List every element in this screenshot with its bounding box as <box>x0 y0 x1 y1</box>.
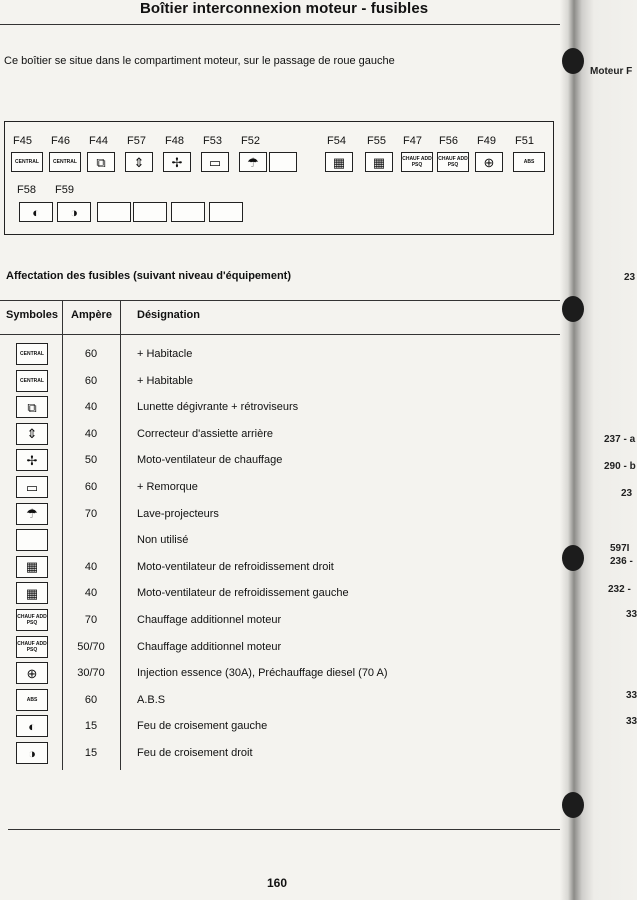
icon-glyph <box>17 530 47 550</box>
fuse-amperage: 50/70 <box>77 640 105 653</box>
icon-glyph: ⊕ <box>26 665 38 681</box>
title-divider <box>0 24 560 25</box>
icon-glyph <box>172 203 204 221</box>
icon-label: CHAUF ADD PSQ <box>402 156 432 168</box>
binder-ring <box>562 792 584 818</box>
abs-icon <box>513 152 545 172</box>
icon-glyph: ▦ <box>25 559 39 575</box>
spine-label: 23 <box>624 272 636 283</box>
icon-label: CHAUF ADD PSQ <box>17 614 47 626</box>
chauf-add-icon <box>401 152 433 172</box>
icon-glyph: ⊕ <box>483 154 495 170</box>
low-beam-left-icon <box>16 715 48 737</box>
fuse-amperage: 60 <box>84 374 98 387</box>
fuse-amperage: 30/70 <box>77 667 105 680</box>
fuse-label: F46 <box>51 135 70 147</box>
spine-label: 23 <box>621 488 633 499</box>
binder-ring <box>562 48 584 74</box>
fuse-designation: Non utilisé <box>137 534 189 547</box>
fuse-label: F59 <box>55 184 74 196</box>
fuse-amperage: 15 <box>84 720 98 733</box>
binder-spine <box>560 0 637 900</box>
fuse-label: F44 <box>89 135 108 147</box>
icon-glyph: ◐ <box>28 718 36 734</box>
fuse-label: F47 <box>403 135 422 147</box>
footer-divider <box>8 829 564 830</box>
spine-label: 597I <box>610 543 630 554</box>
low-beam-right-icon <box>57 202 91 222</box>
icon-glyph: ✢ <box>171 154 183 170</box>
fuse-label: F51 <box>515 135 534 147</box>
fuse-amperage: 60 <box>84 348 98 360</box>
fuse-label: F48 <box>165 135 184 147</box>
icon-glyph: ⧉ <box>27 399 37 415</box>
fuse-designation: Moto-ventilateur de chauffage <box>137 454 283 467</box>
icon-label: ABS <box>26 696 38 703</box>
radiator-fan-left-icon <box>16 582 48 604</box>
fuse-amperage: 60 <box>84 693 98 706</box>
fuse-label: F56 <box>439 135 458 147</box>
injection-icon <box>16 662 48 684</box>
fuse-label: F55 <box>367 135 386 147</box>
page-title: Boîtier interconnexion moteur - fusibles <box>140 0 429 17</box>
fuse-designation: Lunette dégivrante + rétroviseurs <box>137 401 299 414</box>
headlamp-level-icon <box>125 152 153 172</box>
central-icon <box>16 343 48 365</box>
fuse-designation: Feu de croisement gauche <box>137 720 268 733</box>
fuse-amperage: 50 <box>84 454 98 467</box>
spine-label: 33 <box>626 609 637 620</box>
central-icon <box>11 152 43 172</box>
spine-label: 236 - <box>610 556 633 567</box>
injection-icon <box>475 152 503 172</box>
icon-glyph: ▦ <box>372 154 386 170</box>
icon-glyph: ◐ <box>32 204 40 220</box>
icon-glyph: ☂ <box>26 506 38 522</box>
fuse-label: F52 <box>241 135 260 147</box>
fuse-label: F45 <box>13 135 32 147</box>
fuse-designation: A.B.S <box>137 693 166 706</box>
empty-slot <box>171 202 205 222</box>
icon-glyph: ▭ <box>208 154 222 170</box>
section-title: Affectation des fusibles (suivant niveau d'équipement) <box>6 270 291 282</box>
icon-glyph: ⧉ <box>96 154 106 170</box>
headlamp-washer-icon <box>239 152 267 172</box>
icon-label: CHAUF ADD PSQ <box>438 156 468 168</box>
radiator-fan-right-icon <box>325 152 353 172</box>
icon-label: CENTRAL <box>15 159 39 165</box>
empty-slot <box>97 202 131 222</box>
fuse-amperage: 40 <box>84 560 98 573</box>
icon-label: CHAUF ADD PSQ <box>17 640 47 653</box>
icon-glyph: ▭ <box>25 479 39 495</box>
rear-defrost-icon <box>87 152 115 172</box>
radiator-fan-left-icon <box>365 152 393 172</box>
binder-ring <box>562 545 584 571</box>
rear-defrost-icon <box>16 396 48 418</box>
fuse-designation: + Habitable <box>137 374 193 387</box>
fuse-amperage: 70 <box>84 507 98 520</box>
low-beam-right-icon <box>16 742 48 764</box>
spine-label: 232 - <box>608 584 631 595</box>
fuse-amperage: 40 <box>84 427 98 440</box>
icon-glyph: ▦ <box>25 585 39 601</box>
icon-glyph <box>98 203 130 221</box>
radiator-fan-right-icon <box>16 556 48 578</box>
fuse-label: F57 <box>127 135 146 147</box>
fuse-designation: Chauffage additionnel moteur <box>137 640 282 653</box>
icon-glyph <box>210 203 242 221</box>
fuse-designation: + Habitacle <box>137 348 193 360</box>
icon-glyph: ⇕ <box>133 154 145 170</box>
fuse-amperage: 70 <box>84 614 98 626</box>
icon-glyph: ☂ <box>247 154 259 170</box>
spine-label: 237 - a <box>604 434 636 445</box>
spine-label: 33 <box>626 716 637 727</box>
header-designation: Désignation <box>137 309 200 321</box>
icon-label: ABS <box>523 159 535 165</box>
central-plug-icon <box>49 152 81 172</box>
low-beam-left-icon <box>19 202 53 222</box>
fuse-designation: Chauffage additionnel moteur <box>137 614 282 626</box>
fan-icon <box>163 152 191 172</box>
intro-text: Ce boîtier se situe dans le compartiment moteur, sur le passage de roue gauche <box>4 55 395 67</box>
central-plug-icon <box>16 370 48 392</box>
empty-slot <box>16 529 48 551</box>
fuse-designation: Feu de croisement droit <box>137 747 253 759</box>
abs-icon <box>16 689 48 711</box>
fuse-box-diagram <box>4 121 554 235</box>
fuse-designation: Injection essence (30A), Préchauffage diesel (70 A) <box>137 667 388 680</box>
empty-slot <box>133 202 167 222</box>
fuse-label: F58 <box>17 184 36 196</box>
fuse-label: F54 <box>327 135 346 147</box>
fan-icon <box>16 449 48 471</box>
icon-glyph: ◑ <box>70 204 78 220</box>
empty-slot <box>209 202 243 222</box>
header-amp: Ampère <box>71 309 112 321</box>
fuse-designation: Moto-ventilateur de refroidissement gauche <box>137 587 349 600</box>
spine-label: 33 <box>626 690 637 701</box>
table-header-rule <box>0 334 560 335</box>
icon-glyph: ⇕ <box>26 426 38 442</box>
icon-label: CENTRAL <box>20 377 44 384</box>
fuse-amperage: 60 <box>84 481 98 493</box>
icon-glyph <box>134 203 166 221</box>
icon-glyph: ▦ <box>332 154 346 170</box>
fuse-designation: + Remorque <box>137 481 198 493</box>
trailer-icon <box>201 152 229 172</box>
page-number: 160 <box>267 876 288 890</box>
icon-label: CENTRAL <box>53 159 77 165</box>
fuse-label: F53 <box>203 135 222 147</box>
fuse-amperage: 15 <box>84 747 98 759</box>
binder-ring <box>562 296 584 322</box>
fuse-designation: Lave-projecteurs <box>137 507 219 520</box>
chauf-add-icon <box>16 609 48 631</box>
icon-label: CENTRAL <box>20 351 44 357</box>
spine-label: 290 - b <box>604 461 636 472</box>
fuse-designation: Correcteur d'assiette arrière <box>137 427 273 440</box>
fuse-label: F49 <box>477 135 496 147</box>
fuse-amperage: 40 <box>84 587 98 600</box>
spine-heading: Moteur F <box>590 66 633 77</box>
table-top-rule <box>0 300 560 301</box>
icon-glyph <box>270 153 296 171</box>
headlamp-washer-icon <box>16 503 48 525</box>
headlamp-level-icon <box>16 423 48 445</box>
trailer-icon <box>16 476 48 498</box>
icon-glyph: ✢ <box>26 452 38 468</box>
chauf-add-icon <box>437 152 469 172</box>
chauf-add-icon <box>16 636 48 658</box>
fuse-amperage: 40 <box>84 401 98 414</box>
icon-glyph: ◑ <box>28 745 36 761</box>
header-symbols: Symboles <box>6 309 58 321</box>
empty-slot <box>269 152 297 172</box>
fuse-designation: Moto-ventilateur de refroidissement droit <box>137 560 334 573</box>
